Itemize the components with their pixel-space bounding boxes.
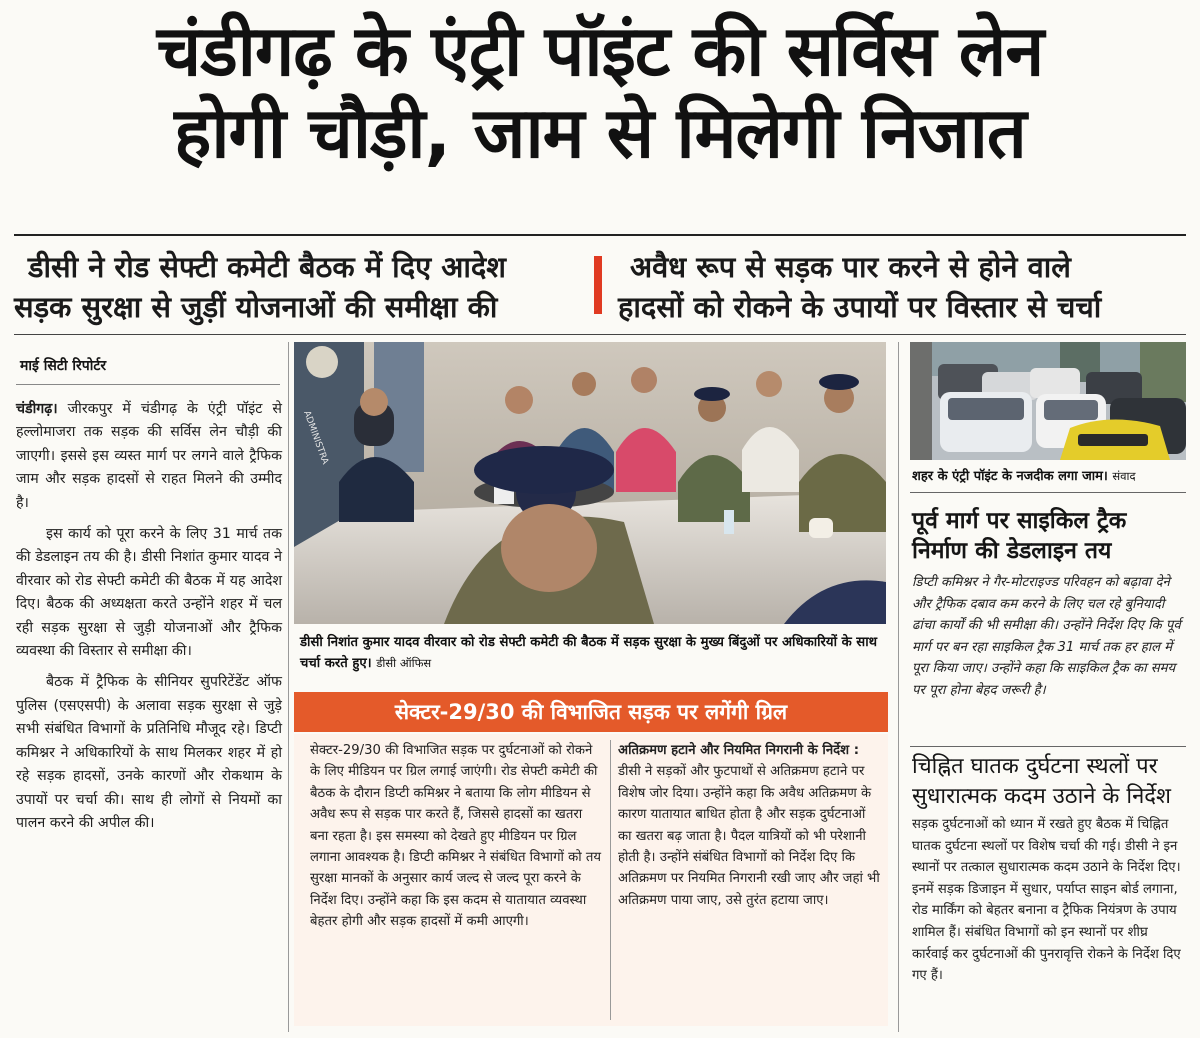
sector-box-text: सेक्टर-29/30 की विभाजित सड़क पर दुर्घटनाओं को रोकने के लिए मीडियन पर ग्रिल लगाई जाएंगी। रोड सेफ्टी कमेटी की बैठक के दौरान डिप्टी कमिश्नर ने बताया कि लोग मीडियन से अवैध रूप से सड़क पार करते हैं, जिससे हादसों का खतरा बना रहता है। इस समस्या को देखते हुए मीडियन पर ग्रिल लगाना आवश्यक है। डिप्टी कमिश्नर ने संबंधित विभागों को तय सुरक्षा मानकों के अनुसार कार्य जल्द से जल्द पूरा करने के निर्देश दिए। उन्होंने कहा कि इस कदम से यातायात व्यवस्था बेहतर होगी और सड़क हादसों में कमी आएगी। xyxy=(310,743,602,930)
traffic-photo-caption-credit: संवाद xyxy=(1112,469,1136,483)
cycle-track-heading: पूर्व मार्ग पर साइकिल ट्रैक निर्माण की डेडलाइन तय xyxy=(912,508,1127,564)
blackspot-text: सड़क दुर्घटनाओं को ध्यान में रखते हुए बैठक में चिह्नित घातक दुर्घटना स्थलों पर विशेष चर्चा की गई। डीसी ने इन स्थानों पर तत्काल सुधारात्मक कदम उठाने के निर्देश दिए। इनमें सड़क डिजाइन में सुधार, पर्याप्त साइन बोर्ड लगाना, रोड मार्किंग को बेहतर बनाना व ट्रैफिक नियंत्रण के उपाय शामिल हैं। संबंधित विभागों को इन स्थानों पर शीघ्र कार्रवाई कर दुर्घटनाओं की पुनरावृत्ति रोकने के निर्देश दिए गए हैं। xyxy=(912,817,1181,984)
main-story-p3: बैठक में ट्रैफिक के सीनियर सुपरिटेंडेंट ऑफ पुलिस (एसएसपी) के अलावा सड़क सुरक्षा से जुड़े सभी संबंधित विभागों के प्रतिनिधि मौजूद रहे। डिप्टी कमिश्नर ने अधिकारियों के साथ मिलकर शहर में हो रहे सड़क हादसों, उनके कारणों और रोकथाम के उपायों पर चर्चा की। साथ ही लोगों से नियमों का पालन करने की अपील की। xyxy=(16,674,282,831)
sector-banner: सेक्टर-29/30 की विभाजित सड़क पर लगेंगी ग्रिल xyxy=(294,692,888,732)
meeting-photo xyxy=(294,342,886,624)
photo-sign-text: ADMINISTRA xyxy=(301,409,330,466)
subhead-rule xyxy=(14,334,1186,335)
traffic-jam-photo xyxy=(910,342,1186,460)
photo-caption-text: डीसी निशांत कुमार यादव वीरवार को रोड सेफ्टी कमेटी की बैठक में सड़क सुरक्षा के मुख्य बिंदुओं पर अधिकारियों के साथ चर्चा करते हुए। xyxy=(300,635,878,671)
traffic-jam-illustration xyxy=(910,342,1186,460)
byline-rule xyxy=(16,384,280,385)
subhead-right-2: हादसों को रोकने के उपायों पर विस्तार से चर्चा xyxy=(618,290,1102,324)
box-column-separator xyxy=(610,740,611,1020)
side-rule-2 xyxy=(910,746,1186,747)
subhead-divider xyxy=(594,256,602,314)
headline xyxy=(0,10,1200,174)
traffic-photo-caption-text: शहर के एंट्री पॉइंट के नजदीक लगा जाम। xyxy=(912,469,1108,484)
meeting-photo-illustration xyxy=(294,342,886,624)
traffic-photo-caption xyxy=(912,466,1188,487)
byline: माई सिटी रिपोर्टर xyxy=(20,358,107,374)
main-story xyxy=(16,398,282,835)
encroachment-text: अतिक्रमण हटाने और नियमित निगरानी के निर्देश : डीसी ने सड़कों और फुटपाथों से अतिक्रमण हटाने पर विशेष जोर दिया। उन्होंने कहा कि अवैध अतिक्रमण के कारण यातायात बाधित होता है और सड़क दुर्घटनाओं का खतरा बढ़ जाता है। पैदल यात्रियों को भी परेशानी होती है। उन्होंने संबंधित विभागों को निर्देश दिए कि अतिक्रमण पर नियमित निगरानी रखी जाए और जहां भी अतिक्रमण पाया जाए, उसे तुरंत हटाया जाए। xyxy=(618,743,880,908)
subhead-right-1: अवैध रूप से सड़क पार करने से होने वाले xyxy=(630,250,1071,284)
headline-rule xyxy=(14,234,1186,236)
blackspot-heading: चिह्नित घातक दुर्घटना स्थलों पर सुधारात्मक कदम उठाने के निर्देश xyxy=(912,754,1171,809)
photo-caption-credit: डीसी ऑफिस xyxy=(376,656,432,670)
dateline: चंडीगढ़। xyxy=(16,401,58,417)
main-story-p1: चंडीगढ़। जीरकपुर में चंडीगढ़ के एंट्री पॉइंट से हल्लोमाजरा तक सड़क की सर्विस लेन चौड़ी की जाएगी। इससे इस व्यस्त मार्ग पर लगने वाले ट्रैफिक जाम और सड़क हादसों से राहत मिलने की उम्मीद है। xyxy=(16,401,282,511)
cycle-track-text: डिप्टी कमिश्नर ने गैर-मोटराइज्ड परिवहन को बढ़ावा देने और ट्रैफिक दबाव कम करने के लिए चल रहे बुनियादी ढांचा कार्यों की भी समीक्षा की। उन्होंने निर्देश दिए कि पूर्व मार्ग पर बन रहा साइकिल ट्रैक 31 मार्च तक हर हाल में पूरा किया जाए। उन्होंने कहा कि साइकिल ट्रैक का समय पर पूरा होना बेहद जरूरी है। xyxy=(912,575,1181,698)
encroachment-heading: अतिक्रमण हटाने और नियमित निगरानी के निर्देश : xyxy=(618,743,859,758)
subhead-left-1: डीसी ने रोड सेफ्टी कमेटी बैठक में दिए आदेश xyxy=(28,250,506,284)
column-separator xyxy=(288,342,289,1032)
headline-line-2: होगी चौड़ी, जाम से मिलेगी निजात xyxy=(174,92,1026,174)
headline-line-1: चंडीगढ़ के एंट्री पॉइंट की सर्विस लेन xyxy=(156,10,1044,92)
side-rule-1 xyxy=(910,492,1186,493)
main-story-p2: इस कार्य को पूरा करने के लिए 31 मार्च तक की डेडलाइन तय की है। डीसी निशांत कुमार यादव ने वीरवार को रोड सेफ्टी कमेटी की बैठक में यह आदेश दिए। बैठक की अध्यक्षता करते उन्होंने शहर में चल रही सड़क सुरक्षा से जुड़ी योजनाओं और ट्रैफिक व्यवस्था की विस्तार से समीक्षा की। xyxy=(16,526,282,660)
right-column-separator xyxy=(898,342,899,1032)
photo-caption xyxy=(300,632,885,674)
subhead-left-2: सड़क सुरक्षा से जुड़ीं योजनाओं की समीक्षा की xyxy=(14,290,498,324)
